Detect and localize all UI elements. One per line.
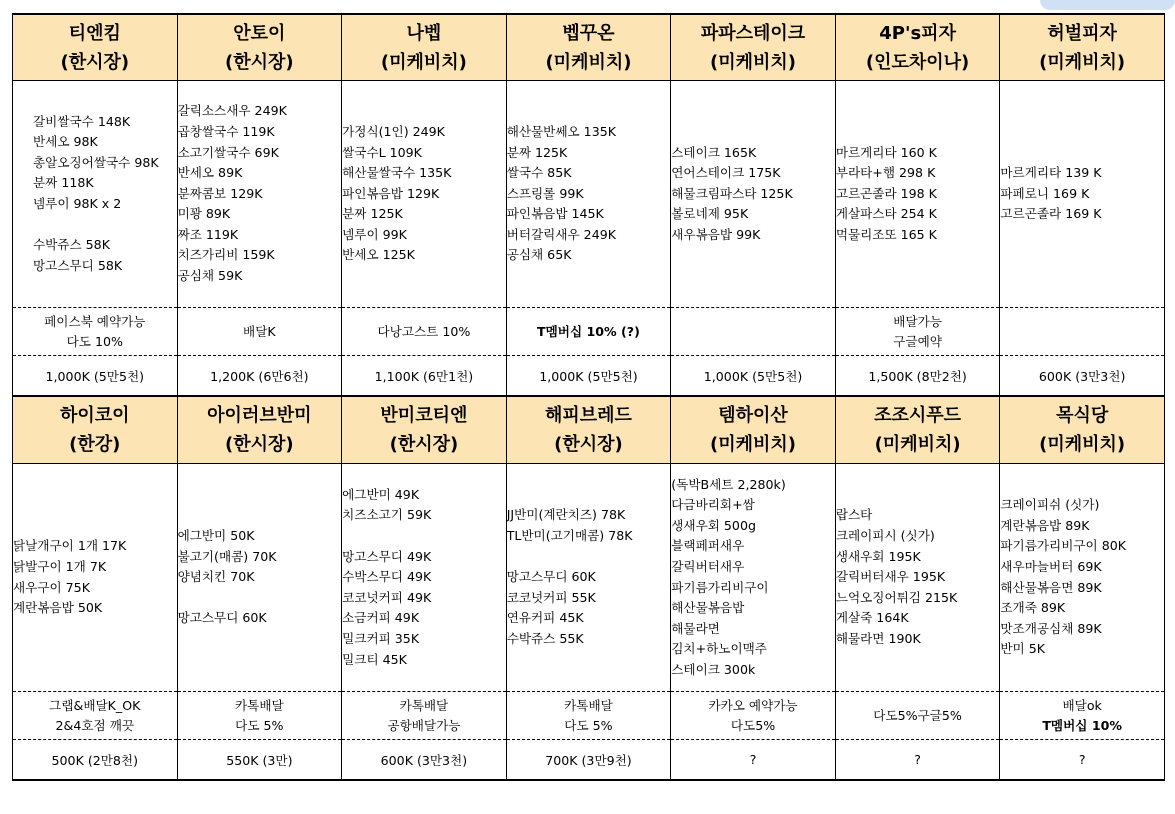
menu-item: 짜조 119K xyxy=(177,226,239,242)
restaurant-name: 반미코티엔 xyxy=(380,405,468,426)
note-line: 카톡배달 xyxy=(235,697,284,713)
menu-item: 총알오징어쌀국수 98K xyxy=(33,154,159,170)
restaurant-name: 안토이 xyxy=(233,22,286,44)
menu-item: 갈릭소스새우 249K xyxy=(177,103,287,119)
restaurant-header xyxy=(506,14,671,81)
restaurant-name: 아이러브반미 xyxy=(207,405,312,426)
restaurant-header xyxy=(671,396,836,464)
restaurant-location: (한시장) xyxy=(389,434,459,455)
menu-item: 쌀국수 85K xyxy=(506,165,572,181)
note-cell xyxy=(177,308,342,356)
restaurant-location: (미케비치) xyxy=(710,51,797,73)
menu-item: 먹물리조또 165 K xyxy=(835,226,937,242)
menu-item: 코코넛커피 49K xyxy=(342,589,432,605)
menu-item: 버터갈릭새우 249K xyxy=(506,226,616,242)
menu-list xyxy=(671,464,836,692)
menu-item: 새우볶음밥 99K xyxy=(671,226,761,242)
menu-item: 해산물쌀국수 135K xyxy=(342,165,452,181)
price-cell: ? xyxy=(835,740,1000,781)
note-line: 페이스북 예약가능 xyxy=(44,313,146,329)
menu-item: 반세오 125K xyxy=(342,247,415,263)
menu-item: 밀크티 45K xyxy=(342,651,407,667)
price-cell: 1,200K (6만6천) xyxy=(177,356,342,397)
menu-item: 새우마늘버터 69K xyxy=(1000,558,1102,574)
price-cell: 1,000K (5만5천) xyxy=(13,356,178,397)
menu-item: 갈비쌀국수 148K xyxy=(33,113,131,129)
note-line: 배달ok xyxy=(1062,697,1102,713)
menu-item: 밀크커피 35K xyxy=(342,630,420,646)
menu-list xyxy=(342,81,507,308)
menu-item: JJ반미(계란치즈) 78K xyxy=(506,507,626,523)
note-line: 2&4호점 깨끗 xyxy=(55,717,135,733)
note-line: 카카오 예약가능 xyxy=(708,697,798,713)
menu-item: 다금바리회+쌈 xyxy=(671,497,755,513)
menu-item: 닭날개구이 1개 17K xyxy=(13,538,127,554)
menu-list xyxy=(13,81,178,308)
restaurant-location: (한시장) xyxy=(60,51,130,73)
note-cell xyxy=(342,692,507,740)
restaurant-name: 조조시푸드 xyxy=(874,405,962,426)
restaurant-location: (미케비치) xyxy=(1039,51,1126,73)
note-line: T멤버십 10% (?) xyxy=(537,323,640,339)
price-cell: 600K (3만3천) xyxy=(342,740,507,781)
menu-list xyxy=(1000,81,1165,308)
restaurant-header xyxy=(342,14,507,81)
note-cell xyxy=(671,692,836,740)
menu-item: 해물라면 xyxy=(671,620,720,636)
menu-item: 해산물반쎄오 135K xyxy=(506,123,616,139)
restaurant-name: 템하이산 xyxy=(718,405,788,426)
menu-item xyxy=(178,588,342,609)
menu-item: 분짜 118K xyxy=(33,175,94,191)
restaurant-name: 벱꾸온 xyxy=(562,22,615,44)
note-line: 카톡배달 xyxy=(564,697,613,713)
price-cell: 1,000K (5만5천) xyxy=(671,356,836,397)
price-cell: 600K (3만3천) xyxy=(1000,356,1165,397)
menu-item: 해물크림파스타 125K xyxy=(671,185,793,201)
note-line: 배달K xyxy=(243,323,276,339)
menu-item: 치즈소고기 59K xyxy=(342,507,432,523)
note-cell xyxy=(13,692,178,740)
note-cell xyxy=(177,692,342,740)
restaurant-header xyxy=(13,14,178,81)
menu-item: 분짜 125K xyxy=(342,206,403,222)
note-cell xyxy=(1000,308,1165,356)
menu-list xyxy=(342,464,507,692)
restaurant-location: (한시장) xyxy=(225,51,294,73)
note-line: T멤버십 10% xyxy=(1042,717,1122,733)
restaurant-header xyxy=(177,396,342,464)
note-row xyxy=(13,308,1165,356)
menu-item: 해산물볶음면 89K xyxy=(1000,579,1102,595)
menu-item: 닭발구이 1개 7K xyxy=(13,558,107,574)
menu-item: 스프링롤 99K xyxy=(506,185,584,201)
menu-item: 스테이크 300k xyxy=(671,661,756,677)
menu-row xyxy=(13,464,1165,692)
restaurant-name: 해피브레드 xyxy=(544,405,632,426)
menu-item: 해산물볶음밥 xyxy=(671,600,745,616)
restaurant-header xyxy=(506,396,671,464)
menu-item: 마르게리타 160 K xyxy=(835,144,937,160)
menu-item: 게살죽 164K xyxy=(835,610,909,626)
note-cell xyxy=(1000,692,1165,740)
note-cell xyxy=(835,308,1000,356)
restaurant-header xyxy=(1000,396,1165,464)
menu-list xyxy=(506,81,671,308)
menu-item: 파페로니 169 K xyxy=(1000,185,1090,201)
note-cell xyxy=(671,308,836,356)
menu-item: 파인볶음밥 129K xyxy=(342,185,440,201)
restaurant-header xyxy=(835,396,1000,464)
menu-item: 연유커피 45K xyxy=(506,610,584,626)
menu-item: 소금커피 49K xyxy=(342,610,420,626)
menu-item: 느억오징어튀김 215K xyxy=(835,589,958,605)
restaurant-location: (미케비치) xyxy=(380,51,467,73)
note-cell xyxy=(13,308,178,356)
price-cell: 1,100K (6만1천) xyxy=(342,356,507,397)
price-cell: 1,000K (5만5천) xyxy=(506,356,671,397)
window-corner-button[interactable] xyxy=(1040,0,1175,10)
note-line: 다도 10% xyxy=(66,333,123,349)
menu-item: 크레이피시 (싯가) xyxy=(835,528,935,544)
note-line: 배달가능 xyxy=(893,313,942,329)
restaurant-name: 나벱 xyxy=(406,22,442,44)
menu-item: 계란볶음밥 50K xyxy=(13,600,103,616)
menu-item: 곱창쌀국수 119K xyxy=(177,123,275,139)
menu-list xyxy=(13,464,178,692)
menu-item: 넴루이 98K x 2 xyxy=(33,196,122,211)
restaurant-header xyxy=(342,396,507,464)
note-line: 다도5% xyxy=(730,717,776,733)
menu-item xyxy=(342,526,506,547)
restaurant-name: 4P's피자 xyxy=(879,22,956,44)
note-line: 그랩&배달K_OK xyxy=(49,697,141,713)
menu-item: 랍스타 xyxy=(835,507,873,523)
menu-list xyxy=(177,81,342,308)
price-row xyxy=(13,740,1165,781)
menu-item: 양념치킨 70K xyxy=(177,569,255,585)
restaurant-location: (한시장) xyxy=(225,434,294,455)
menu-item: 수박스무디 49K xyxy=(342,569,432,585)
restaurant-location: (미케비치) xyxy=(545,51,632,73)
menu-item: 소고기쌀국수 69K xyxy=(177,144,279,160)
restaurant-name: 티엔킴 xyxy=(68,22,121,44)
menu-list xyxy=(1000,464,1165,692)
menu-item: 맛조개공심채 89K xyxy=(1000,620,1102,636)
restaurant-location: (미케비치) xyxy=(710,434,797,455)
menu-item: 반미 5K xyxy=(1000,641,1045,657)
menu-item: 마르게리타 139 K xyxy=(1000,165,1102,181)
menu-list xyxy=(506,464,671,692)
menu-list xyxy=(835,81,1000,308)
restaurant-header xyxy=(177,14,342,81)
note-cell xyxy=(506,308,671,356)
menu-item: 파기름가리비구이 xyxy=(671,579,769,595)
price-cell: 1,500K (8만2천) xyxy=(835,356,1000,397)
note-line: 다낭고스트 10% xyxy=(377,323,471,339)
menu-item: 볼로네제 95K xyxy=(671,206,749,222)
note-line: 공항배달가능 xyxy=(387,717,461,733)
menu-item: 부라타+햄 298 K xyxy=(835,165,936,181)
menu-item: 고르곤졸라 198 K xyxy=(835,185,937,201)
menu-item: 수박쥬스 55K xyxy=(506,630,584,646)
menu-item xyxy=(33,215,177,236)
price-cell: 550K (3만) xyxy=(177,740,342,781)
menu-item: 불고기(매콤) 70K xyxy=(177,548,277,564)
menu-list xyxy=(671,81,836,308)
price-cell: 500K (2만8천) xyxy=(13,740,178,781)
menu-item: 크레이피쉬 (싯가) xyxy=(1000,497,1100,513)
menu-item: 김치+하노이맥주 xyxy=(671,641,767,657)
restaurant-name: 허벌피자 xyxy=(1047,22,1117,44)
price-cell: 700K (3만9천) xyxy=(506,740,671,781)
menu-item: 공심채 65K xyxy=(506,247,572,263)
menu-item: 망고스무디 60K xyxy=(177,610,267,626)
price-cell: ? xyxy=(1000,740,1165,781)
restaurant-name: 목식당 xyxy=(1056,405,1109,426)
menu-item: 넴루이 99K xyxy=(342,226,407,242)
menu-item: 고르곤졸라 169 K xyxy=(1000,206,1102,222)
restaurant-location: (미케비치) xyxy=(874,434,961,455)
note-line: 다도 5% xyxy=(564,717,613,733)
restaurant-table xyxy=(12,13,1165,781)
note-cell xyxy=(506,692,671,740)
menu-item: 생새우회 195K xyxy=(835,548,921,564)
restaurant-header xyxy=(835,14,1000,81)
menu-item: 반세오 98K xyxy=(33,134,98,150)
restaurant-location: (한강) xyxy=(69,434,121,455)
menu-item: 조개죽 89K xyxy=(1000,600,1066,616)
menu-item: 계란볶음밥 89K xyxy=(1000,517,1090,533)
menu-item: 공심채 59K xyxy=(177,268,243,284)
menu-item: 코코넛커피 55K xyxy=(506,589,596,605)
menu-item: 가정식(1인) 249K xyxy=(342,123,445,139)
note-cell xyxy=(835,692,1000,740)
restaurant-location: (미케비치) xyxy=(1039,434,1126,455)
menu-row xyxy=(13,81,1165,308)
note-line: 카톡배달 xyxy=(399,697,449,713)
menu-item: 파인볶음밥 145K xyxy=(506,206,604,222)
menu-item: 분짜콤보 129K xyxy=(177,185,263,201)
menu-item: 해물라면 190K xyxy=(835,630,921,646)
menu-item: 게살파스타 254 K xyxy=(835,206,937,222)
restaurant-location: (한시장) xyxy=(554,434,623,455)
menu-item: 분짜 125K xyxy=(506,144,568,160)
menu-item: 치즈가리비 159K xyxy=(177,247,275,263)
menu-list xyxy=(177,464,342,692)
menu-item: TL반미(고기매콤) 78K xyxy=(506,528,633,544)
menu-item: 새우구이 75K xyxy=(13,579,90,595)
menu-item: 쌀국수L 109K xyxy=(342,144,422,160)
menu-item: 망고스무디 49K xyxy=(342,548,432,564)
restaurant-header xyxy=(671,14,836,81)
menu-item xyxy=(507,547,671,568)
menu-item: 에그반미 50K xyxy=(177,528,255,544)
menu-item: (독박B세트 2,280k) xyxy=(671,476,786,492)
menu-item: 반세오 89K xyxy=(177,165,243,181)
restaurant-name: 파파스테이크 xyxy=(700,22,806,44)
note-line: 구글예약 xyxy=(893,333,942,349)
restaurant-header xyxy=(1000,14,1165,81)
restaurant-location: (인도차이나) xyxy=(865,51,970,73)
menu-item: 수박쥬스 58K xyxy=(33,237,110,253)
menu-item: 망고스무디 58K xyxy=(33,257,123,273)
note-line: 다도 5% xyxy=(235,717,284,733)
menu-item: 에그반미 49K xyxy=(342,486,420,502)
menu-item: 블랙페퍼새우 xyxy=(671,538,745,554)
menu-item: 미꽝 89K xyxy=(177,206,231,222)
restaurant-name: 하이코이 xyxy=(60,405,130,426)
menu-item: 생새우회 500g xyxy=(671,517,756,533)
menu-item: 망고스무디 60K xyxy=(506,569,596,585)
restaurant-header-row xyxy=(13,396,1165,464)
note-line: 다도5%구글5% xyxy=(873,707,962,723)
restaurant-header xyxy=(13,396,178,464)
menu-list xyxy=(835,464,1000,692)
menu-item: 갈릭버터새우 195K xyxy=(835,569,946,585)
menu-item: 파기름가리비구이 80K xyxy=(1000,538,1126,554)
menu-item: 연어스테이크 175K xyxy=(671,165,781,181)
note-row xyxy=(13,692,1165,740)
price-cell: ? xyxy=(671,740,836,781)
price-row xyxy=(13,356,1165,397)
menu-item: 스테이크 165K xyxy=(671,144,757,160)
note-cell xyxy=(342,308,507,356)
restaurant-header-row xyxy=(13,14,1165,81)
menu-item: 갈릭버터새우 xyxy=(671,558,745,574)
